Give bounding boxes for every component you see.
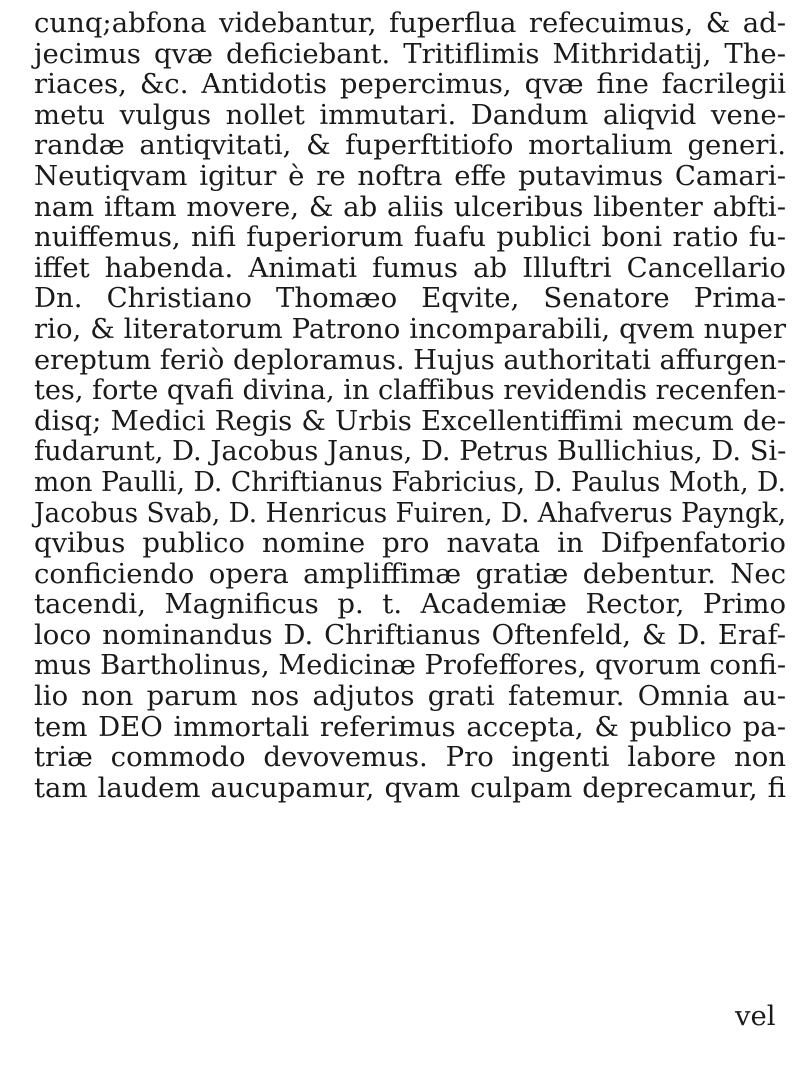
text-line: jecimus qvæ deficiebant. Tritiflimis Mithridatij, The- xyxy=(34,37,786,70)
text-line: mus Bartholinus, Medicinæ Profeffores, qvorum confi- xyxy=(34,649,787,682)
text-line: loco nominandus D. Chriftianus Oftenfeld, & D. Eraf- xyxy=(34,618,786,651)
text-line: Neutiqvam igitur è re noftra effe putavimus Camari- xyxy=(34,159,786,192)
text-line: Jacobus Svab, D. Henricus Fuiren, D. Ahafverus Payngk, xyxy=(34,496,787,529)
text-line: triæ commodo devovemus. Pro ingenti labore non xyxy=(34,741,786,774)
text-line: rio, & literatorum Patrono incomparabili, qvem nuper xyxy=(34,312,786,345)
text-line: nuiffemus, nifi fuperiorum fuafu publici boni ratio fu- xyxy=(34,221,786,254)
text-line: tem DEO immortali referimus accepta, & publico pa- xyxy=(34,710,786,743)
text-line: Dn. Christiano Thomæo Eqvite, Senatore Prima- xyxy=(34,282,786,315)
catchword: vel xyxy=(735,1000,776,1032)
text-line: lio non parum nos adjutos grati fatemur. Omnia au- xyxy=(34,680,786,713)
text-line: riaces, &c. Antidotis pepercimus, qvæ fine facrilegii xyxy=(34,68,786,101)
text-line: disq; Medici Regis & Urbis Excellentiffimi mecum de- xyxy=(34,404,786,437)
text-line: fudarunt, D. Jacobus Janus, D. Petrus Bullichius, D. Si- xyxy=(34,435,787,468)
body-text xyxy=(34,8,786,803)
text-line: ereptum feriò deploramus. Hujus authoritati affurgen- xyxy=(34,343,787,376)
text-line: tacendi, Magnificus p. t. Academiæ Rector, Primo xyxy=(34,588,786,621)
text-line: randæ antiqvitati, & fuperftitiofo mortalium generi. xyxy=(34,129,786,162)
text-line: nam iftam movere, & ab aliis ulceribus libenter abfti- xyxy=(34,190,786,223)
text-line: metu vulgus nollet immutari. Dandum aliqvid vene- xyxy=(34,98,786,131)
text-line: qvibus publico nomine pro navata in Difpenfatorio xyxy=(34,527,786,560)
text-line: tes, forte qvafi divina, in claffibus revidendis recenfen- xyxy=(34,374,787,407)
text-line: cunq;abfona videbantur, fuperflua refecuimus, & ad- xyxy=(34,7,786,39)
text-line: tam laudem aucupamur, qvam culpam deprecamur, fi xyxy=(34,771,786,804)
text-line: iffet habenda. Animati fumus ab Illuftri Cancellario xyxy=(34,251,786,284)
text-line: mon Paulli, D. Chriftianus Fabricius, D. Paulus Moth, D. xyxy=(34,465,786,498)
text-line: conficiendo opera ampliffimæ gratiæ debentur. Nec xyxy=(34,557,786,590)
